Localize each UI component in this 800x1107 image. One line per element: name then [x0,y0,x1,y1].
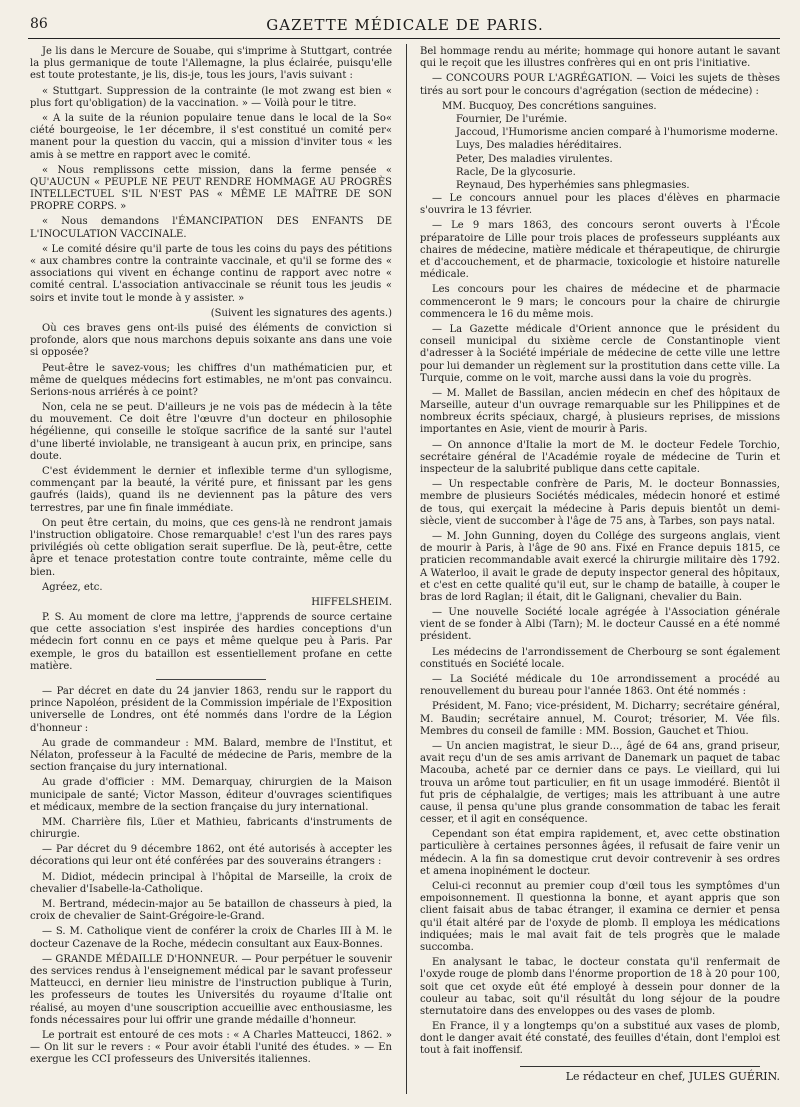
news-item: — CONCOURS POUR L'AGRÉGATION. — Voici les sujets de thèses tirés au sort pour le concours d'agrégation (section de médecine) : [420,73,780,97]
news-item: En France, il y a longtemps qu'on a substitué aux vases de plomb, dont le danger avait été constaté, des feuilles d'étain, dont l'emploi est tout à fait inoffensif. [420,1021,780,1057]
news-item: Les médecins de l'arrondissement de Cherbourg se sont également constitués en Société locale. [420,646,780,670]
news-item: — La Gazette médicale d'Orient annonce que le président du conseil municipal du sixième cercle de Constantinople vient d'adresser à la Société impériale de médecine de cette ville une lettre pour lui demander un règlement sur la prostitution dans cette ville. La Turquie, comme on le voit, marche aussi dans la voie du progrès. [420,323,780,384]
end-rule [520,1066,760,1067]
news-item: — S. M. Catholique vient de conférer la croix de Charles III à M. le docteur Cazenave de la Roche, médecin consultant aux Eaux-Bonnes. [30,926,392,950]
news-item: En analysant le tabac, le docteur constata qu'il renfermait de l'oxyde rouge de plomb dans l'énorme proportion de 18 à 20 pour 100, soit que cet oxyde eût été employé à dessein pour donner de la couleur au tabac, soit qu'il résultât du long séjour de la poudre sternutatoire dans des enveloppes ou des vases de plomb. [420,957,780,1017]
news-item: M. Bertrand, médecin-major au 5e bataillon de chasseurs à pied, la croix de chevalier de Saint-Grégoire-le-Grand. [30,899,392,923]
postscript: P. S. Au moment de clore ma lettre, j'apprends de source certaine que cette association s'est inspirée des hardies conceptions d'un médecin fort connu en ce pays et même quelque peu à Paris. Par exemple, le gros du bataillon est essentiellement profane en cette matière. [30,612,392,672]
news-item: — M. Mallet de Bassilan, ancien médecin en chef des hôpitaux de Marseille, auteur d'un ouvrage remarquable sur les Philippines et de nombreux écrits spéciaux, chargé, à plusieurs reprises, de missions importantes en Asie, vient de mourir à Paris. [420,387,780,436]
news-item: — Un respectable confrère de Paris, M. le docteur Bonnassies, membre de plusieurs Sociétés médicales, médecin honoré et estimé de tous, qui exerçait la médecine à Paris depuis bientôt un demi-siècle, vient de succomber à l'âge de 75 ans, à Tarbes, son pays natal. [420,479,780,527]
left-column [30,46,392,1069]
news-item: — M. John Gunning, doyen du Collége des surgeons anglais, vient de mourir à Paris, à l'âge de 90 ans. Fixé en France depuis 1815, ce praticien recommandable avait exercé la chirurgie militaire dès 1792. A Waterloo, il avait le grade de deputy inspector general des hôpitaux, et c'est en cette qualité qu'il eut, sur le champ de bataille, à couper le bras de lord Raglan; il était, dit le Galignani, chevalier du Bain. [420,530,780,603]
page-number: 86 [30,16,48,32]
list-item: Racle, De la glycosurie. [456,166,576,178]
news-item: Les concours pour les chaires de médecine et de pharmacie commenceront le 9 mars; le concours pour la chaire de chirurgie commencera le 16 du même mois. [420,284,780,320]
news-item: — Le 9 mars 1863, des concours seront ouverts à l'École préparatoire de Lille pour trois places de professeurs suppléants aux chaires de médecine, matière médicale et thérapeutique, de chirurgie et d'accouchement, et de pharmacie, toxicologie et histoire naturelle médicale. [420,220,780,281]
news-item: — Par décret en date du 24 janvier 1863, rendu sur le rapport du prince Napoléon, président de la Commission impériale de l'Exposition universelle de Londres, ont été nommés dans l'ordre de la Légion d'honneur : [30,686,392,734]
author-signature: HIFFELSHEIM. [311,596,392,608]
quote-paragraph: « Nous demandons l'ÉMANCIPATION DES ENFANTS DE L'INOCULATION VACCINALE. [30,216,392,240]
thesis-list [420,101,780,192]
news-item: Président, M. Fano; vice-président, M. Dicharry; secrétaire général, M. Baudin; secrétaire annuel, M. Courot; trésorier, M. Vée fils. Membres du conseil de famille : MM. Bossion, Gauchet et Thiou. [420,701,780,737]
column-divider [406,44,407,1094]
news-item: — Par décret du 9 décembre 1862, ont été autorisés à accepter les décorations qui leur ont été conférées par des souverains étrangers : [30,844,392,868]
news-item: — GRANDE MÉDAILLE D'HONNEUR. — Pour perpétuer le souvenir des services rendus à l'enseignement médical par le savant professeur Matteucci, en dernier lieu ministre de l'instruction publique à Turin, les professeurs de toutes les Universités du royaume d'Italie ont réalisé, au moyen d'une souscription accueillie avec enthousiasme, les fonds nécessaires pour lui offrir une grande médaille d'honneur. [30,953,392,1026]
paragraph: Non, cela ne se peut. D'ailleurs je ne vois pas de médecin à la tête du mouvement. Ce doit être l'œuvre d'un docteur en philosophie hégélienne, qui conseille le stoïque sacrifice de la santé sur l'autel d'une liberté inviolable, ne transigeant à aucun prix, en principe, sans doute. [30,402,392,462]
news-item: M. Didiot, médecin principal à l'hôpital de Marseille, la croix de chevalier d'Isabelle-la-Catholique. [30,871,392,895]
news-item: Cependant son état empira rapidement, et, avec cette obstination particulière à certaines personnes âgées, il refusait de faire venir un médecin. A la fin sa domestique crut devoir contrevenir à ses ordres et amena inopinément le docteur. [420,829,780,877]
paragraph: C'est évidemment le dernier et inflexible terme d'un syllogisme, commençant par la beauté, la vérité pure, et finissant par les gens gaufrés (laids), quand ils ne deviennent pas la pâture des vers terrestres, par une fin finale immédiate. [30,466,392,514]
signatures-note: (Suivent les signatures des agents.) [210,307,392,319]
news-item: MM. Charrière fils, Lüer et Mathieu, fabricants d'instruments de chirurgie. [30,816,392,841]
quote-paragraph: « A la suite de la réunion populaire tenue dans le local de la So« ciété bourgeoise, le 1er décembre, il s'est constitué un comité per« manent pour la question du vaccin, qui a mission d'inviter tous « les amis à se mettre en rapport avec le comité. [30,112,392,161]
news-item: Celui-ci reconnut au premier coup d'œil tous les symptômes d'un empoisonnement. Il questionna la bonne, et ayant appris que son client faisait abus de tabac étranger, il examina ce dernier et pensa qu'il était altéré par de l'oxyde de plomb. Il employa les médications indiquées; mais le mal avait fait de tels progrès que le malade succomba. [420,881,780,953]
list-item: Luys, Des maladies héréditaires. [456,140,622,152]
list-item: MM. Bucquoy, Des concrétions sanguines. [442,100,657,112]
paragraph: Je lis dans le Mercure de Souabe, qui s'imprime à Stuttgart, contrée la plus germanique de toute l'Allemagne, la plus éclairée, puisqu'elle est toute protestante, je lis, dis-je, tous les jours, l'avis suivant : [30,46,392,82]
news-item: Au grade d'officier : MM. Demarquay, chirurgien de la Maison municipale de santé; Victor Masson, éditeur d'ouvrages scientifiques et médicaux, membre de la section française du jury international. [30,777,392,813]
quote-title: « Stuttgart. Suppression de la contrainte (le mot zwang est bien « plus fort qu'obligation) de la vaccination. » — Voilà pour le titre. [30,85,392,109]
journal-title: GAZETTE MÉDICALE DE PARIS. [266,16,544,34]
list-item: Reynaud, Des hyperhémies sans phlegmasies. [456,179,690,191]
list-item: Jaccoud, l'Humorisme ancien comparé à l'humorisme moderne. [456,127,779,139]
paragraph: Bel hommage rendu au mérite; hommage qui honore autant le savant qui le reçoit que les illustres confrères qui en ont pris l'initiative. [420,46,780,70]
news-item: Le portrait est entouré de ces mots : « A Charles Matteucci, 1862. » — On lit sur le revers : « Pour avoir établi l'unité des études. » — En exergue les CCI professeurs des Universités italiennes. [30,1029,392,1066]
section-divider [156,679,266,680]
news-item: — Le concours annuel pour les places d'élèves en pharmacie s'ouvrira le 13 février. [420,193,780,217]
list-item: Fournier, De l'urémie. [456,113,568,125]
paragraph: Où ces braves gens ont-ils puisé des éléments de conviction si profonde, alors que nous marchons depuis soixante ans dans une voie si opposée? [30,322,392,359]
header-rule [28,38,780,39]
editor-signature: Le rédacteur en chef, JULES GUÉRIN. [565,1069,780,1083]
news-item: — On annonce d'Italie la mort de M. le docteur Fedele Torchio, secrétaire général de l'Académie royale de médecine de Turin et inspecteur de la salubrité publique dans cette capitale. [420,439,780,475]
news-item: Au grade de commandeur : MM. Balard, membre de l'Institut, et Nélaton, professeur à la Faculté de médecine de Paris, membre de la section française du jury international. [30,737,392,774]
news-item: — Une nouvelle Société locale agrégée à l'Association générale vient de se fonder à Albi (Tarn); M. le docteur Caussé en a été nommé président. [420,607,780,643]
quote-paragraph: « Nous remplissons cette mission, dans la ferme pensée « QU'AUCUN « PEUPLE NE PEUT RENDRE HOMMAGE AU PROGRÈS INTELLECTUEL S'IL N'EST PAS « MÊME LE MAÎTRE DE SON PROPRE CORPS. » [30,164,392,213]
page-header [30,12,780,36]
list-item: Peter, Des maladies virulentes. [456,153,613,165]
news-item: — La Société médicale du 10e arrondissement a procédé au renouvellement du bureau pour l'année 1863. Ont été nommés : [420,674,780,698]
right-column [420,46,780,1083]
paragraph: On peut être certain, du moins, que ces gens-là ne rendront jamais l'instruction obligatoire. Chose remarquable! c'est l'un des rares pays privilégiés où cette obligation serait superflue. De là, peut-être, cette âpre et tenace protestation contre toute contrainte, même celle du bien. [30,517,392,578]
news-item: — Un ancien magistrat, le sieur D..., âgé de 64 ans, grand priseur, avait reçu d'un de ses amis arrivant de Danemark un paquet de tabac Macouba, acheté par ce dernier dans ce pays. Le vieillard, qui lui trouva un arôme tout particulier, en fit un usage immodéré. Bientôt il fut pris de céphalalgie, de vertiges; mais les attribuant à une autre cause, il pensa qu'une plus grande consommation de tabac les ferait cesser, et il agit en conséquence. [420,740,780,826]
closing: Agréez, etc. [42,581,103,593]
paragraph: Peut-être le savez-vous; les chiffres d'un mathématicien pur, et même de quelques médecins fort estimables, ne m'ont pas convaincu. Serions-nous arriérés à ce point? [30,362,392,398]
quote-paragraph: « Le comité désire qu'il parte de tous les coins du pays des pétitions « aux chambres contre la contrainte vaccinale, et qu'il se forme des « associations qui vivent en échange continu de rapport avec notre « comité central. L'association antivaccinale se réunit tous les jeudis « soirs et invite tout le monde à y assister. » [30,243,392,304]
